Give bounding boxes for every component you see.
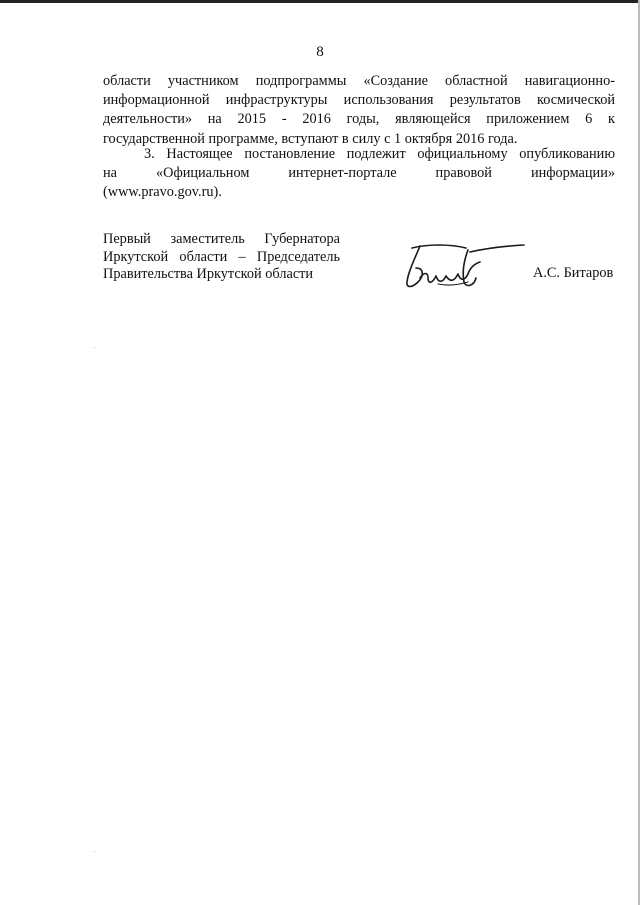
- paragraph-line: на «Официальном интернет-портале правовой информации»: [103, 165, 615, 182]
- page-number: 8: [316, 44, 324, 60]
- signatory-title-line: Первый заместитель Губернатора: [103, 231, 340, 247]
- scan-speck: [94, 347, 95, 348]
- paragraph-line: информационной инфраструктуры использования результатов космической: [103, 92, 615, 109]
- paragraph-line: деятельности» на 2015 - 2016 годы, являющейся приложением 6 к: [103, 111, 615, 128]
- signatory-title-line: Иркутской области – Председатель: [103, 248, 340, 265]
- signatory-title: [103, 231, 340, 284]
- paragraph-line: области участником подпрограммы «Создание областной навигационно-: [103, 73, 615, 89]
- paragraph-line: государственной программе, вступают в силу с 1 октября 2016 года.: [103, 130, 518, 147]
- signatory-name: А.С. Битаров: [533, 265, 614, 281]
- paragraph-line: (www.pravo.gov.ru).: [103, 184, 222, 201]
- paragraph-publication: [103, 145, 615, 203]
- scan-speck: [94, 851, 95, 852]
- paragraph-effective-date: [103, 72, 615, 149]
- signatory-title-line: Правительства Иркутской области: [103, 266, 314, 282]
- handwritten-signature: [398, 238, 528, 296]
- scan-top-border: [0, 0, 640, 3]
- paragraph-line: 3. Настоящее постановление подлежит официальному опубликованию: [144, 146, 615, 162]
